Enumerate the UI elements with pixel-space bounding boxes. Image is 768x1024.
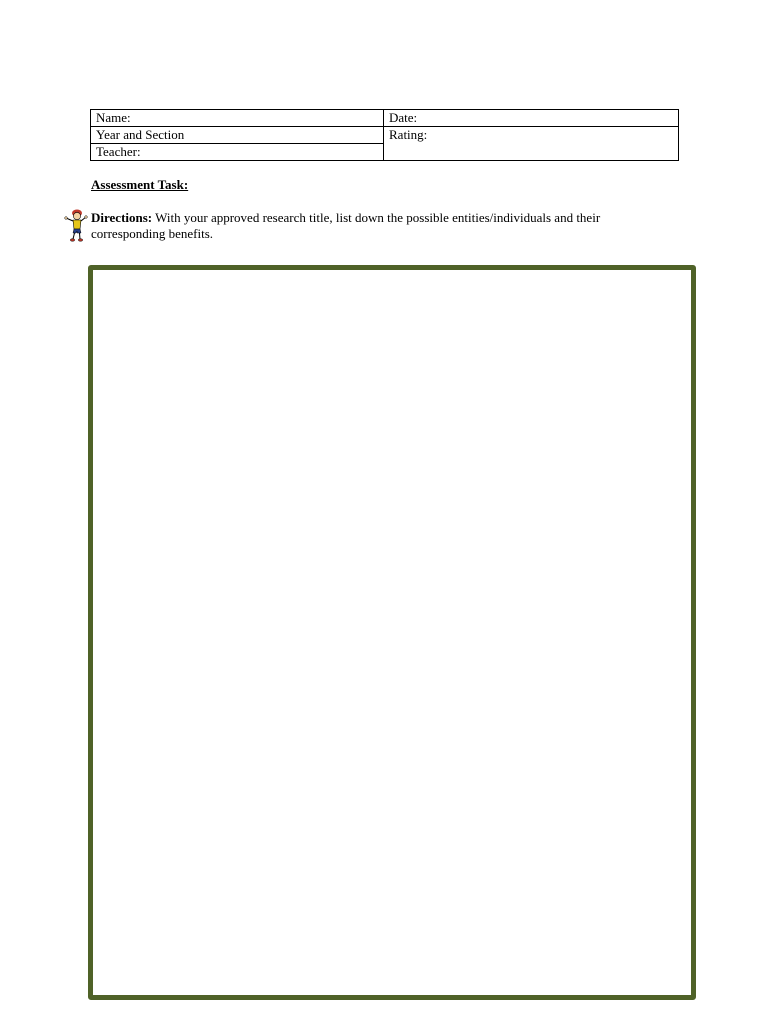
student-info-table [90,109,679,161]
year-section-label: Year and Section [96,127,185,142]
directions-label: Directions: [91,210,153,225]
cartoon-child-icon [64,208,88,242]
teacher-field[interactable] [91,144,384,161]
teacher-label: Teacher: [96,144,141,159]
name-field[interactable] [91,110,384,127]
date-label: Date: [389,110,418,125]
rating-label: Rating: [389,127,428,142]
name-label: Name: [96,110,131,125]
rating-field[interactable] [384,127,679,161]
answer-box[interactable] [88,265,696,1000]
date-field[interactable] [384,110,679,127]
directions-text: With your approved research title, list down the possible entities/individuals and their corresponding benefits. [91,210,601,241]
year-section-field[interactable] [91,127,384,144]
assessment-task-title: Assessment Task: [91,177,189,192]
directions-paragraph [91,210,661,242]
